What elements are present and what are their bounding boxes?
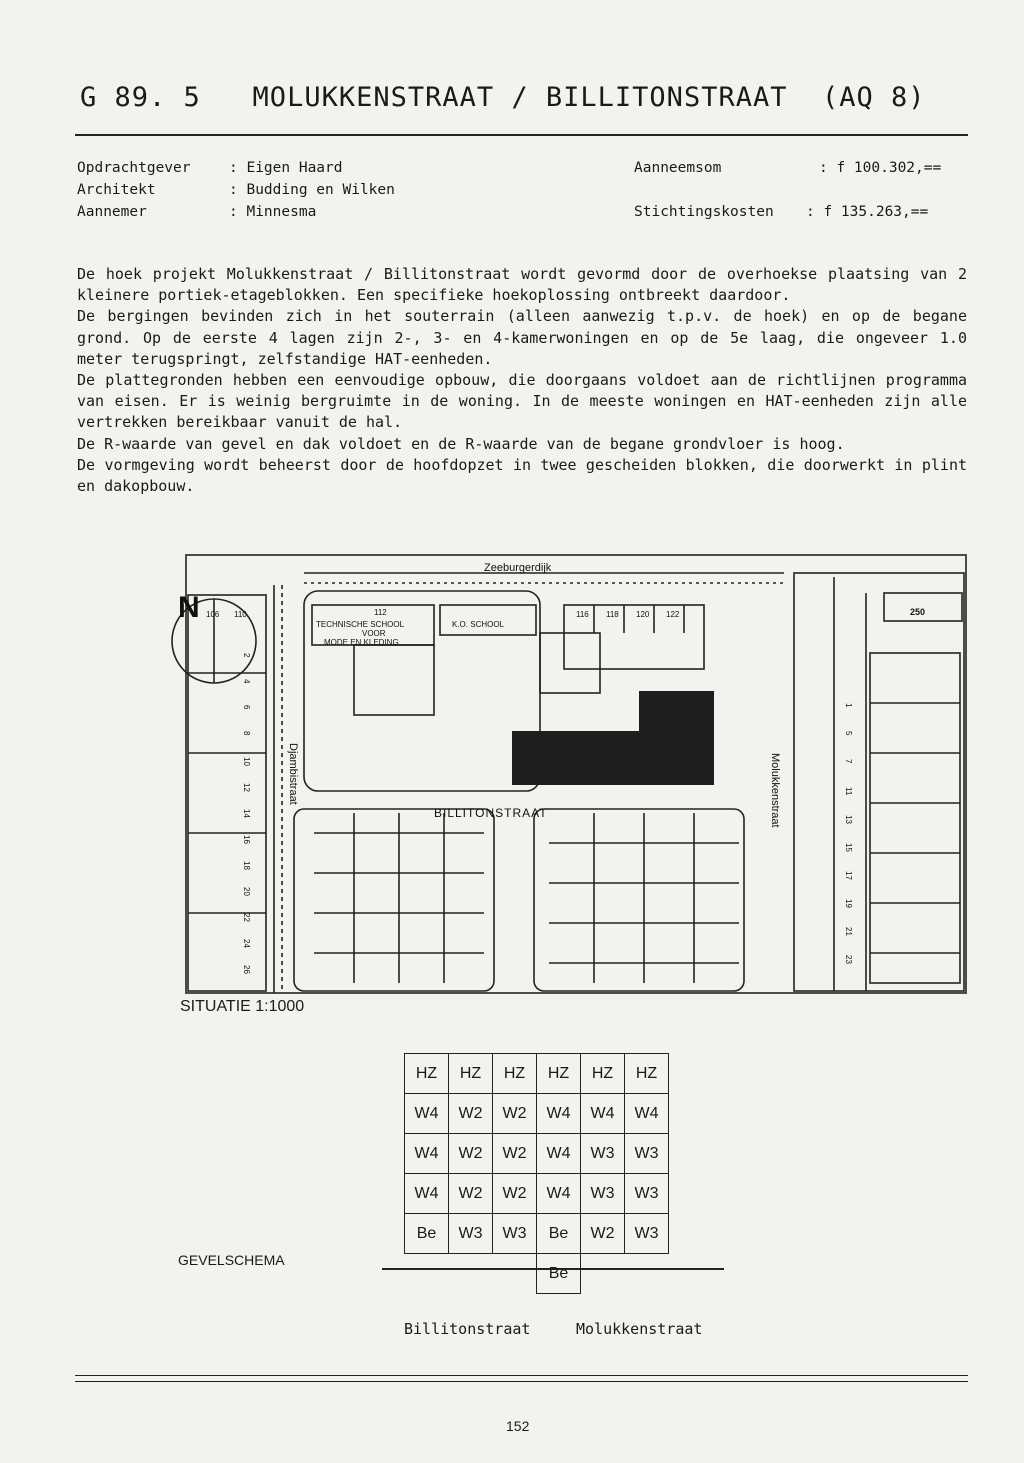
- grid-cell: Be: [537, 1254, 581, 1294]
- house-number: 20: [242, 887, 251, 896]
- house-number: 120: [636, 610, 650, 619]
- grid-row: [405, 1254, 669, 1294]
- house-number: 26: [242, 965, 251, 974]
- grid-cell: [625, 1254, 669, 1294]
- title-rule: [75, 134, 968, 136]
- grid-row: [405, 1214, 669, 1254]
- grid-cell: HZ: [537, 1054, 581, 1094]
- grid-row: [405, 1094, 669, 1134]
- value-aannemer: : Minnesma: [229, 204, 317, 220]
- gevelschema-label: GEVELSCHEMA: [178, 1252, 285, 1268]
- house-number: 23: [844, 955, 853, 964]
- building: [540, 633, 600, 693]
- project-building: [512, 691, 714, 785]
- grid-cell: W4: [537, 1094, 581, 1134]
- grid-cell: [581, 1254, 625, 1294]
- house-number: 1: [844, 703, 853, 708]
- grid-cell: [493, 1254, 537, 1294]
- house-number: 24: [242, 939, 251, 948]
- value-opdrachtgever: : Eigen Haard: [229, 160, 343, 176]
- grid-cell: W3: [581, 1174, 625, 1214]
- house-number: 8: [242, 731, 251, 736]
- grid-cell: W4: [581, 1094, 625, 1134]
- school-label-1: VOOR: [362, 629, 386, 638]
- grid-cell: HZ: [625, 1054, 669, 1094]
- value-architekt: : Budding en Wilken: [229, 182, 395, 198]
- page-title: G 89. 5 MOLUKKENSTRAAT / BILLITONSTRAAT (AQ 8): [80, 82, 926, 113]
- footer-rule: [75, 1375, 968, 1376]
- grid-cell: W3: [625, 1174, 669, 1214]
- house-number: 11: [844, 787, 853, 796]
- house-number: 21: [844, 927, 853, 936]
- paragraph: De vormgeving wordt beheerst door de hoofdopzet in twee gescheiden blokken, die doorwerkt in plint en dakopbouw.: [77, 455, 967, 496]
- grid-cell: W3: [449, 1214, 493, 1254]
- house-number: 15: [844, 843, 853, 852]
- house-number: 2: [242, 653, 251, 658]
- grid-cell: W4: [405, 1134, 449, 1174]
- situation-map: [178, 553, 968, 996]
- grid-cell: W2: [449, 1174, 493, 1214]
- grid-cell: W3: [625, 1214, 669, 1254]
- situatie-label: SITUATIE 1:1000: [180, 998, 305, 1015]
- grid-cell: W2: [493, 1174, 537, 1214]
- grid-cell: W2: [449, 1134, 493, 1174]
- house-number: 12: [242, 783, 251, 792]
- grid-cell: W3: [493, 1214, 537, 1254]
- street-label-molukkenstraat: Molukkenstraat: [576, 1320, 703, 1338]
- grid-cell: W3: [581, 1134, 625, 1174]
- grid-cell: W2: [581, 1214, 625, 1254]
- house-number: 22: [242, 913, 251, 922]
- street-label-billitonstraat: Billitonstraat: [404, 1320, 531, 1338]
- grid-cell: W4: [405, 1094, 449, 1134]
- grid-cell: W4: [537, 1134, 581, 1174]
- description: [77, 264, 967, 497]
- label-aannemer: Aannemer: [77, 204, 147, 220]
- grid-cell: HZ: [581, 1054, 625, 1094]
- house-number: 7: [844, 759, 853, 764]
- grid-cell: W2: [493, 1134, 537, 1174]
- grid-row: [405, 1174, 669, 1214]
- grid-row: [405, 1134, 669, 1174]
- grid-cell: W3: [625, 1134, 669, 1174]
- grid-cell: W2: [493, 1094, 537, 1134]
- label-opdrachtgever: Opdrachtgever: [77, 160, 191, 176]
- grid-cell: W2: [449, 1094, 493, 1134]
- house-number: 110: [234, 610, 247, 619]
- label-architekt: Architekt: [77, 182, 156, 198]
- label-250: 250: [910, 607, 926, 617]
- street-label-right: Molukkenstraat: [769, 753, 781, 828]
- grid-cell: HZ: [449, 1054, 493, 1094]
- house-number: 14: [242, 809, 251, 818]
- house-number: 122: [666, 610, 680, 619]
- paragraph: De hoek projekt Molukkenstraat / Billitonstraat wordt gevormd door de overhoekse plaatsing van 2 kleinere portiek-etageblokken. Een specifieke hoekoplossing ontbreekt daardoor.: [77, 265, 967, 305]
- house-number: 116: [576, 610, 589, 619]
- footer-rule: [75, 1381, 968, 1382]
- school-label-1: MODE EN KLEDING: [324, 638, 399, 647]
- house-number: 13: [844, 815, 853, 824]
- street-label-middle: BILLITONSTRAAT: [434, 806, 548, 820]
- house-number: 4: [242, 679, 251, 684]
- block-right: [794, 573, 964, 991]
- block-lower-left: [294, 809, 494, 991]
- value-stichtingskosten: : f 135.263,==: [806, 204, 929, 220]
- street-label-left: Djambistraat: [287, 743, 299, 805]
- school-label-1: TECHNISCHE SCHOOL: [316, 620, 405, 629]
- grid-cell: W4: [625, 1094, 669, 1134]
- grid-cell: Be: [537, 1214, 581, 1254]
- label-stichtingskosten: Stichtingskosten: [634, 204, 774, 220]
- grid-cell: [449, 1254, 493, 1294]
- label-aanneemsom: Aanneemsom: [634, 160, 722, 176]
- grid-cell: W4: [405, 1174, 449, 1214]
- house-number: 16: [242, 835, 251, 844]
- house-number: 6: [242, 705, 251, 710]
- school-building: [354, 645, 434, 715]
- grid-cell: HZ: [493, 1054, 537, 1094]
- paragraph: De bergingen bevinden zich in het souterrain (alleen aanwezig t.p.v. de hoek) en op de begane grond. Op de eerste 4 lagen zijn 2-, 3- en 4-kamerwoningen en op de 5e laag, die ongeveer 1.0 meter terugspringt, zelfstandige HAT-eenheden.: [77, 307, 967, 368]
- grid-cell: W4: [537, 1174, 581, 1214]
- page-number: 152: [506, 1418, 530, 1434]
- school-label-2: K.O. SCHOOL: [452, 620, 505, 629]
- grid-cell: HZ: [405, 1054, 449, 1094]
- house-number: 10: [242, 757, 251, 766]
- gevelschema-grid: [404, 1053, 669, 1294]
- label-112: 112: [374, 608, 387, 617]
- grid-cell: [405, 1254, 449, 1294]
- grid-row: [405, 1054, 669, 1094]
- house-number: 18: [242, 861, 251, 870]
- house-number: 5: [844, 731, 853, 736]
- house-number: 118: [606, 610, 619, 619]
- street-label-top: Zeeburgerdijk: [484, 562, 552, 574]
- house-number: 17: [844, 871, 853, 880]
- north-label: N: [178, 591, 200, 624]
- paragraph: De R-waarde van gevel en dak voldoet en de R-waarde van de begane grondvloer is hoog.: [77, 434, 845, 453]
- house-number: 19: [844, 899, 853, 908]
- house-number: 106: [206, 610, 220, 619]
- paragraph: De plattegronden hebben een eenvoudige opbouw, die doorgaans voldoet aan de richtlijnen programma van eisen. Er is weinig bergruimte in de woning. In de meeste woningen en HAT-eenheden zijn alle vertrekken bereikbaar vanuit de hal.: [77, 371, 967, 432]
- value-aanneemsom: : f 100.302,==: [819, 160, 942, 176]
- grid-cell: Be: [405, 1214, 449, 1254]
